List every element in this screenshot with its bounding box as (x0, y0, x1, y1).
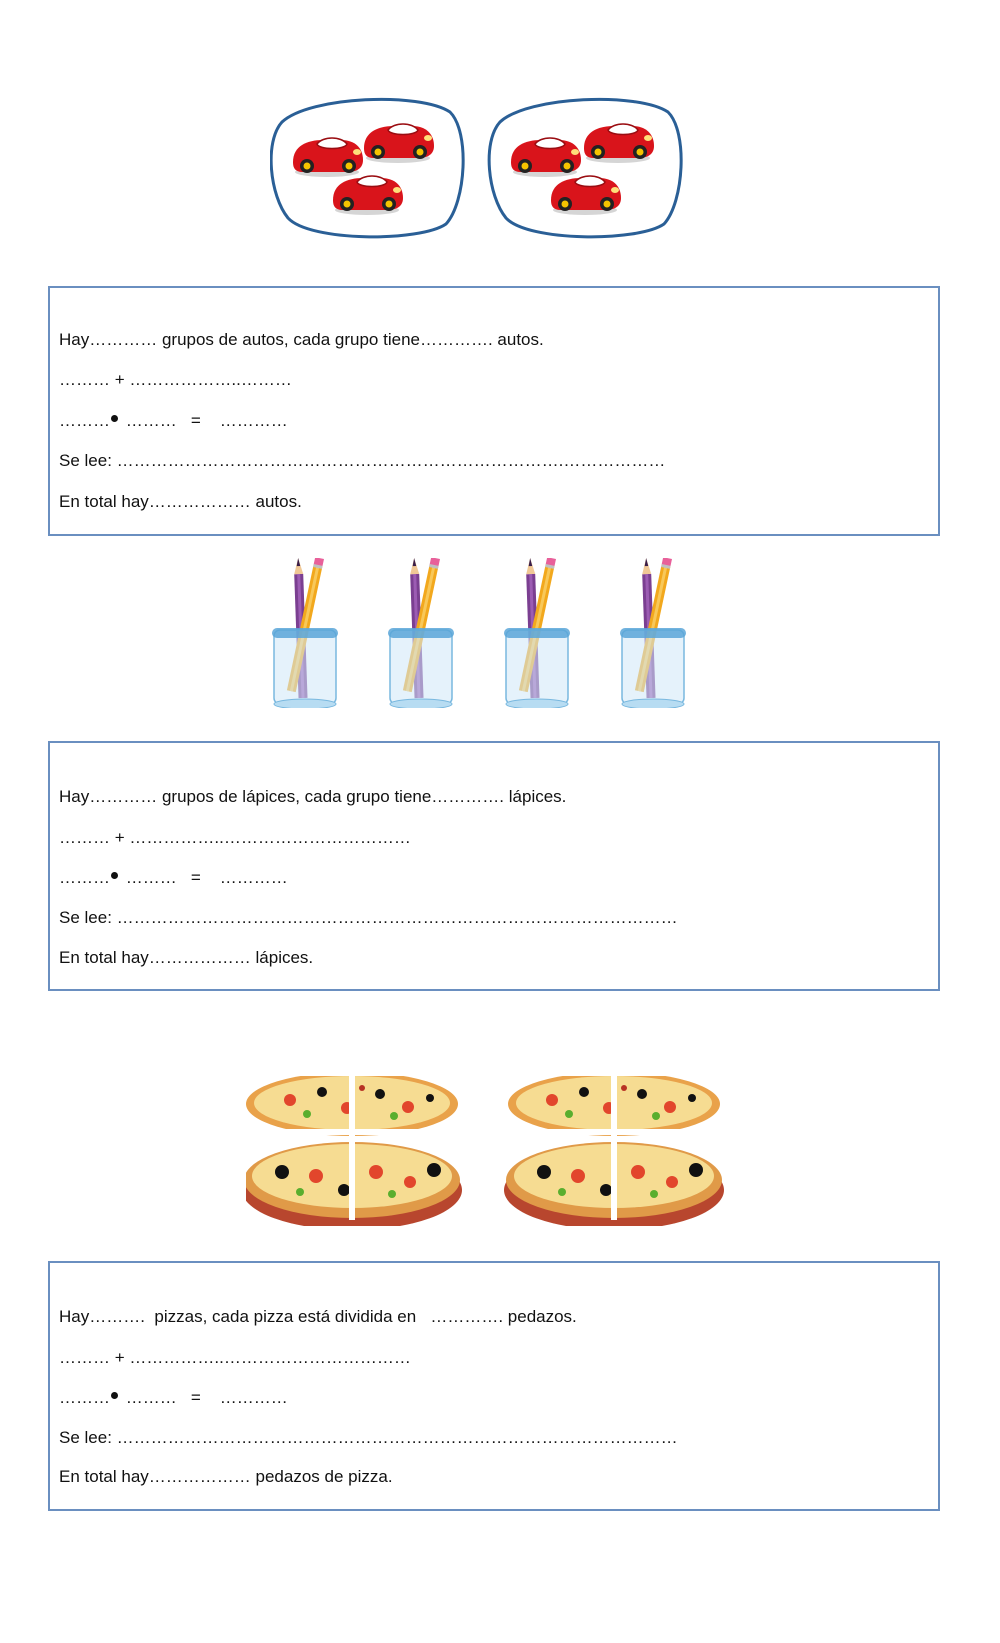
car-group-1 (271, 99, 463, 236)
pizzas-reading-line: Se lee: ……………………………………………………………………………………… (59, 1428, 678, 1447)
pencils-multiplication-line: ……… ……… = ………… (59, 868, 288, 887)
exercise-box-cars (48, 286, 940, 536)
pencil-jar-icon (620, 558, 686, 708)
exercise-box-pizzas (48, 1261, 940, 1511)
cars-reading-line: Se lee: …………………………………………………………………….……………… (59, 451, 666, 470)
pencils-addition-line: ……… + ……………..…………………………… (59, 828, 411, 847)
pizzas-addition-line: ……… + ……………..…………………………… (59, 1348, 411, 1367)
cars-multiplication-line: ……… ……… = ………… (59, 411, 288, 430)
pizzas-groups-sentence: Hay………. pizzas, cada pizza está dividida en …………. pedazos. (59, 1307, 577, 1326)
cars-addition-line: ……… + ………………..……… (59, 370, 292, 389)
pencils-groups-sentence: Hay………… grupos de lápices, cada grupo tiene…………. lápices. (59, 787, 567, 806)
cars-groups-sentence: Hay………… grupos de autos, cada grupo tiene…………. autos. (59, 330, 544, 349)
multiply-dot-icon (111, 1392, 118, 1399)
pencil-jar-icon (388, 558, 454, 708)
pencil-jars-illustration (272, 558, 712, 708)
pizza-icon (246, 1076, 464, 1226)
multiply-dot-icon (111, 415, 118, 422)
pizzas-multiplication-line: ……… ……… = ………… (59, 1388, 288, 1407)
pencils-reading-line: Se lee: ……………………………………………………………………………………… (59, 908, 678, 927)
car-groups-illustration (270, 92, 690, 248)
pencil-jar-icon (504, 558, 570, 708)
pizzas-total-line: En total hay……………… pedazos de pizza. (59, 1467, 393, 1486)
pizza-icon (502, 1076, 726, 1226)
pencil-jar-icon (272, 558, 338, 708)
car-group-2 (489, 99, 681, 236)
cars-total-line: En total hay……………… autos. (59, 492, 302, 511)
pizzas-illustration (246, 1076, 746, 1226)
pencils-total-line: En total hay……………… lápices. (59, 948, 314, 967)
exercise-box-pencils (48, 741, 940, 991)
multiply-dot-icon (111, 872, 118, 879)
